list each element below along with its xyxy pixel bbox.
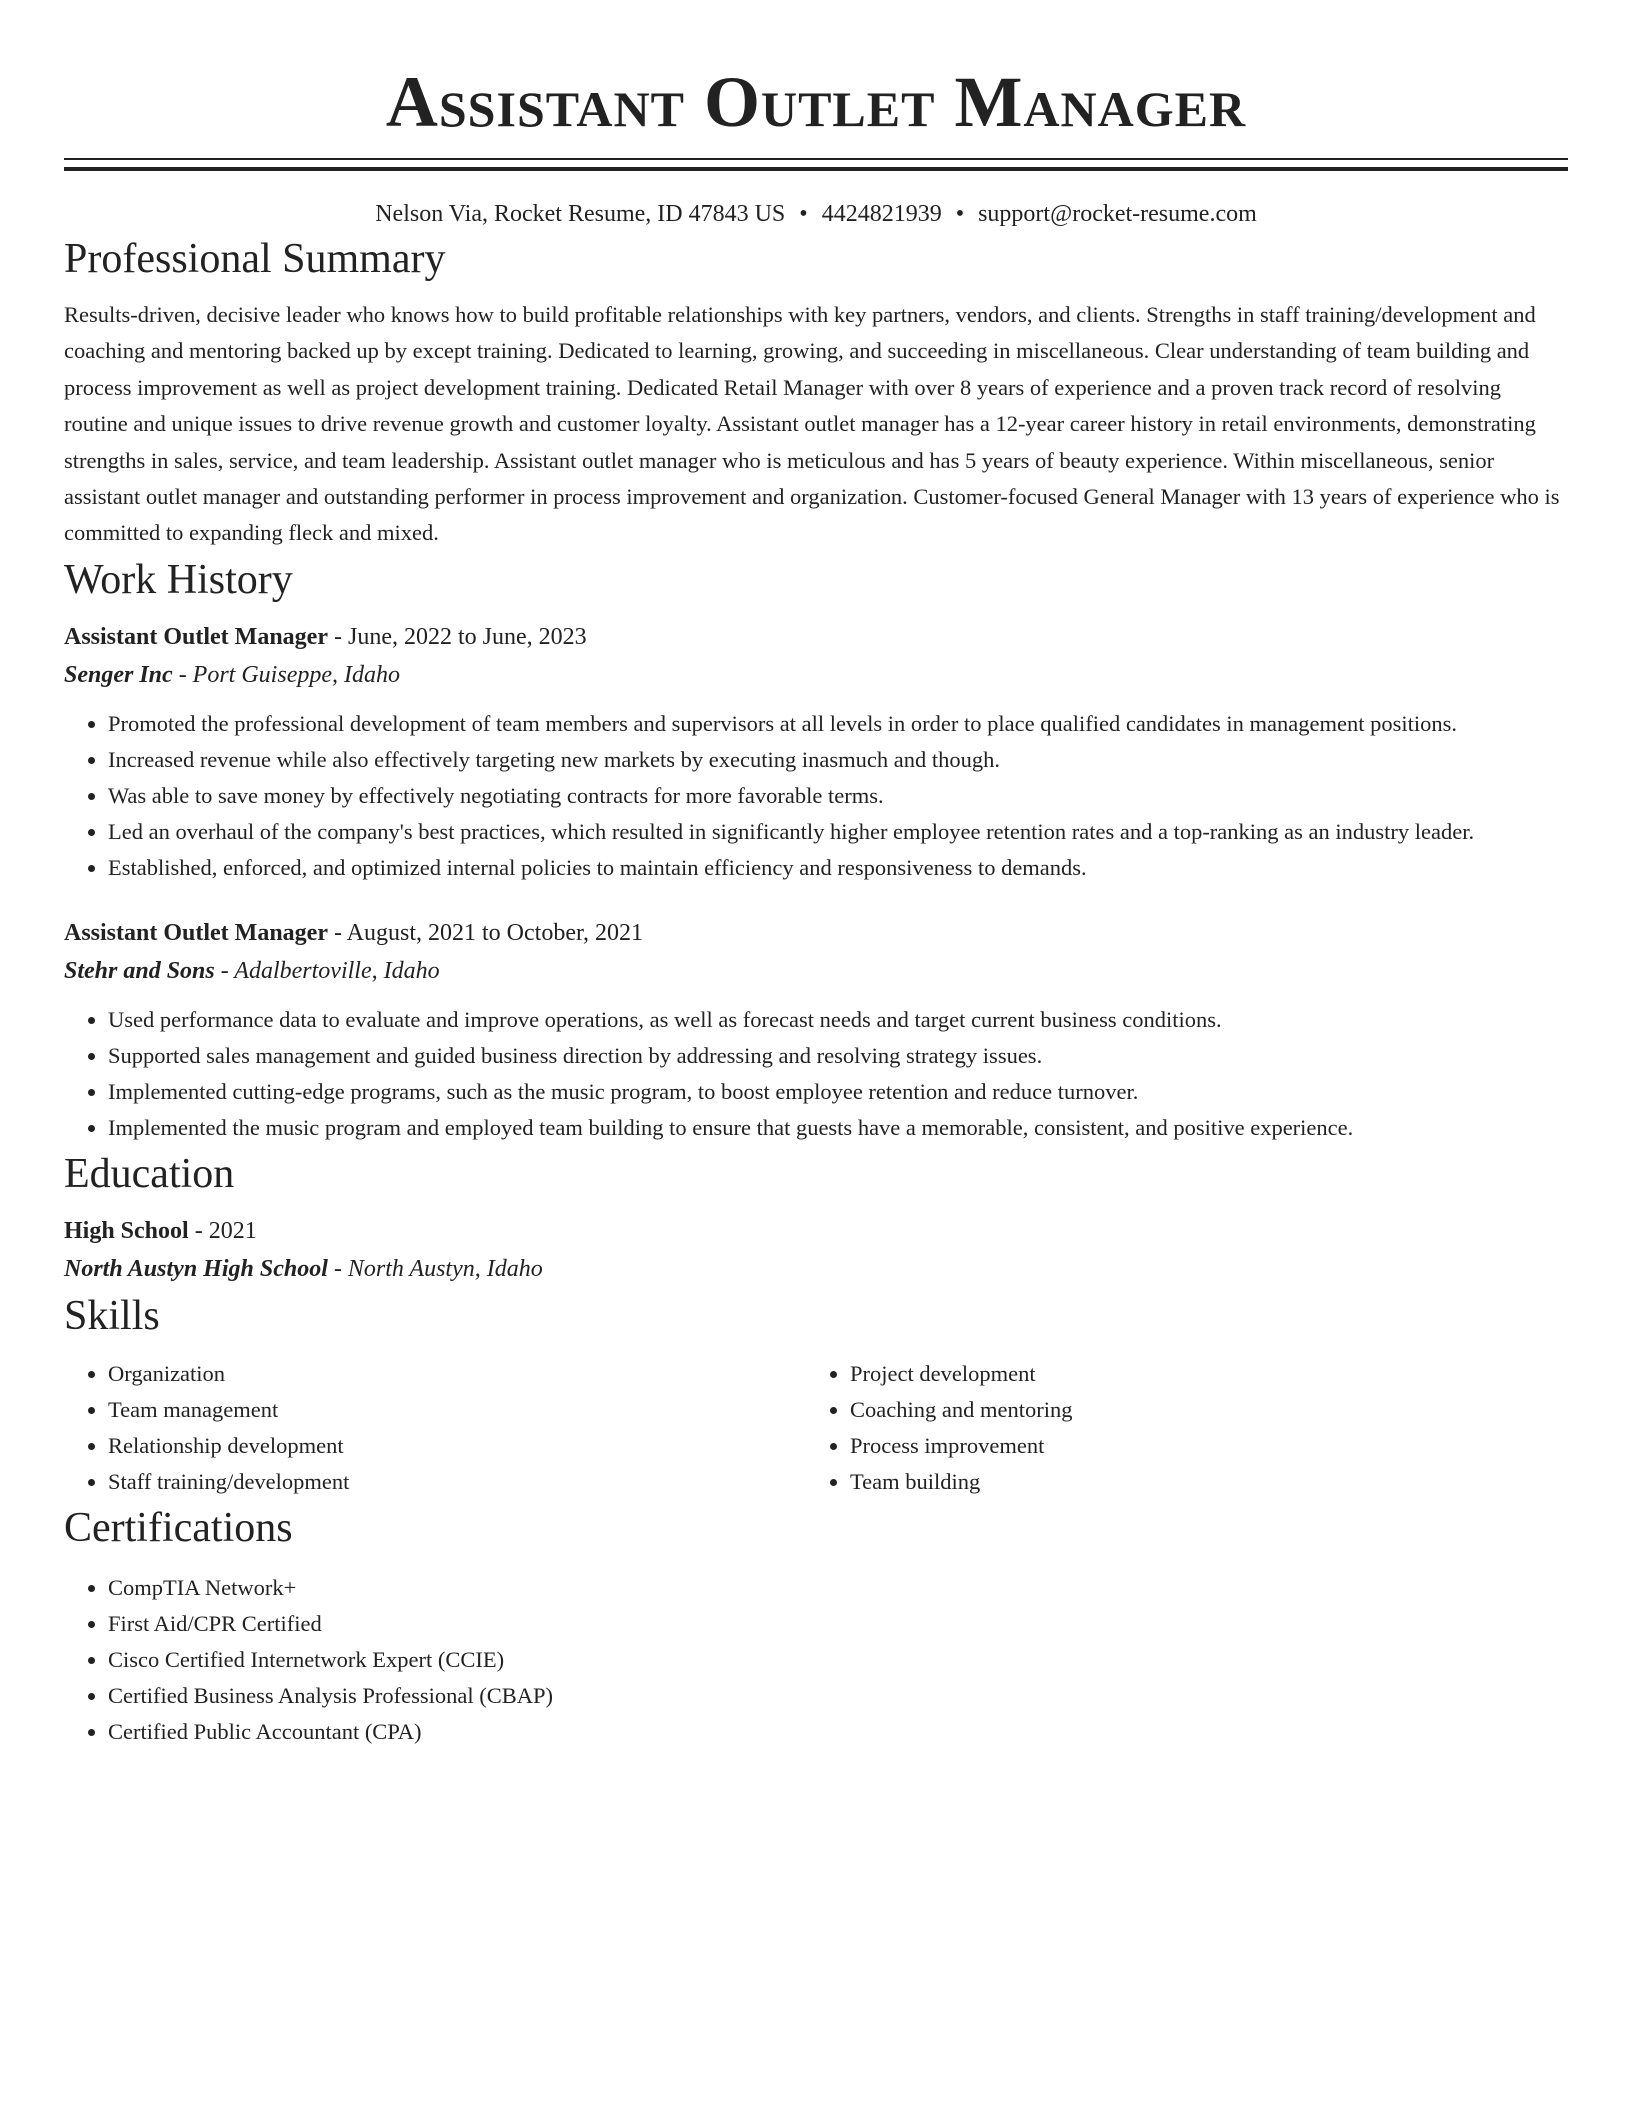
- skill-item: • Process improvement: [850, 1428, 1548, 1464]
- contact-phone: 4424821939: [821, 201, 942, 227]
- education-degree: High School: [64, 1217, 189, 1244]
- skill-item: • Coaching and mentoring: [850, 1392, 1548, 1428]
- education-heading: Education: [64, 1150, 235, 1197]
- contact-email: support@rocket-resume.com: [978, 201, 1257, 227]
- job-company-line: [64, 656, 1568, 694]
- work-history-heading: Work History: [64, 556, 293, 603]
- job-location: - Port Guiseppe, Idaho: [172, 661, 400, 688]
- job-bullet: • Led an overhaul of the company's best practices, which resulted in significantly higher employee retention rates and a top-ranking as an industry leader.: [108, 814, 1568, 850]
- job-bullet: • Implemented cutting-edge programs, such as the music program, to boost employee retention and reduce turnover.: [108, 1074, 1568, 1110]
- skills-grid: [64, 1356, 1568, 1500]
- job-bullet: • Increased revenue while also effectively targeting new markets by executing inasmuch and though.: [108, 742, 1568, 778]
- job-bullet-list: [64, 706, 1568, 886]
- job-company: Senger Inc: [64, 661, 173, 688]
- job-title-line: [64, 618, 1568, 656]
- job-title: Assistant Outlet Manager: [64, 919, 328, 946]
- certification-item: • Certified Business Analysis Professional (CBAP): [108, 1678, 1568, 1714]
- job-entry: [64, 914, 1568, 1146]
- education-school-line: [64, 1250, 1568, 1288]
- job-title-line: [64, 914, 1568, 952]
- certification-item: • CompTIA Network+: [108, 1570, 1568, 1606]
- job-bullet: • Supported sales management and guided business direction by addressing and resolving strategy issues.: [108, 1038, 1568, 1074]
- education-entry: [64, 1212, 1568, 1288]
- job-bullet: • Promoted the professional development of team members and supervisors at all levels in order to place qualified candidates in management positions.: [108, 706, 1568, 742]
- certification-item: • Cisco Certified Internetwork Expert (CCIE): [108, 1642, 1568, 1678]
- job-dates: - June, 2022 to June, 2023: [327, 623, 587, 650]
- title-double-rule: [64, 158, 1568, 170]
- certifications-list: [64, 1570, 1568, 1750]
- skills-list-left: [64, 1356, 806, 1500]
- title-rule-thick: [64, 167, 1568, 171]
- contact-separator: •: [955, 201, 965, 227]
- certification-item: • First Aid/CPR Certified: [108, 1606, 1568, 1642]
- skill-item: • Team building: [850, 1464, 1548, 1500]
- job-company-line: [64, 952, 1568, 990]
- job-company: Stehr and Sons: [64, 957, 215, 984]
- certification-item: • Certified Public Accountant (CPA): [108, 1714, 1568, 1750]
- skills-list-right: [806, 1356, 1548, 1500]
- title-rule-thin: [64, 158, 1568, 160]
- education-location: - North Austyn, Idaho: [327, 1255, 543, 1282]
- resume-title: Assistant Outlet Manager: [385, 62, 1247, 142]
- education-degree-line: [64, 1212, 1568, 1250]
- skill-item: • Team management: [108, 1392, 806, 1428]
- contact-separator: •: [799, 201, 808, 227]
- skill-item: • Staff training/development: [108, 1464, 806, 1500]
- summary-text: Results-driven, decisive leader who knows how to build profitable relationships with key partners, vendors, and clients. Strengths in staff training/development and coaching and mentoring backed up by except training. Dedicated to learning, growing, and succeeding in miscellaneous. Clear understanding of team building and process improvement as well as project development training. Dedicated Retail Manager with over 8 years of experience and a proven track record of resolving routine and unique issues to drive revenue growth and customer loyalty. Assistant outlet manager has a 12-year career history in retail environments, demonstrating strengths in sales, service, and team leadership. Assistant outlet manager who is meticulous and has 5 years of beauty experience. Within miscellaneous, senior assistant outlet manager and outstanding performer in process improvement and organization. Customer-focused General Manager with 13 years of experience who is committed to expanding fleck and mixed.: [64, 302, 1560, 546]
- job-dates: - August, 2021 to October, 2021: [327, 919, 643, 946]
- job-bullet: • Implemented the music program and employed team building to ensure that guests have a memorable, consistent, and positive experience.: [108, 1110, 1568, 1146]
- job-bullet-list: [64, 1002, 1568, 1146]
- summary-heading: Professional Summary: [64, 236, 446, 282]
- job-bullet: • Used performance data to evaluate and improve operations, as well as forecast needs and target current business conditions.: [108, 1002, 1568, 1038]
- contact-address: Nelson Via, Rocket Resume, ID 47843 US: [375, 201, 786, 227]
- skill-item: • Project development: [850, 1356, 1548, 1392]
- job-location: - Adalbertoville, Idaho: [214, 957, 440, 984]
- education-year: - 2021: [188, 1217, 257, 1244]
- job-bullet: • Established, enforced, and optimized internal policies to maintain efficiency and responsiveness to demands.: [108, 850, 1568, 886]
- contact-line: [64, 197, 1568, 231]
- job-title: Assistant Outlet Manager: [64, 623, 328, 650]
- job-entry: [64, 618, 1568, 886]
- education-school: North Austyn High School: [64, 1255, 328, 1282]
- skills-heading: Skills: [64, 1292, 160, 1339]
- certifications-heading: Certifications: [64, 1504, 293, 1551]
- job-bullet: • Was able to save money by effectively negotiating contracts for more favorable terms.: [108, 778, 1568, 814]
- skill-item: • Organization: [108, 1356, 806, 1392]
- skill-item: • Relationship development: [108, 1428, 806, 1464]
